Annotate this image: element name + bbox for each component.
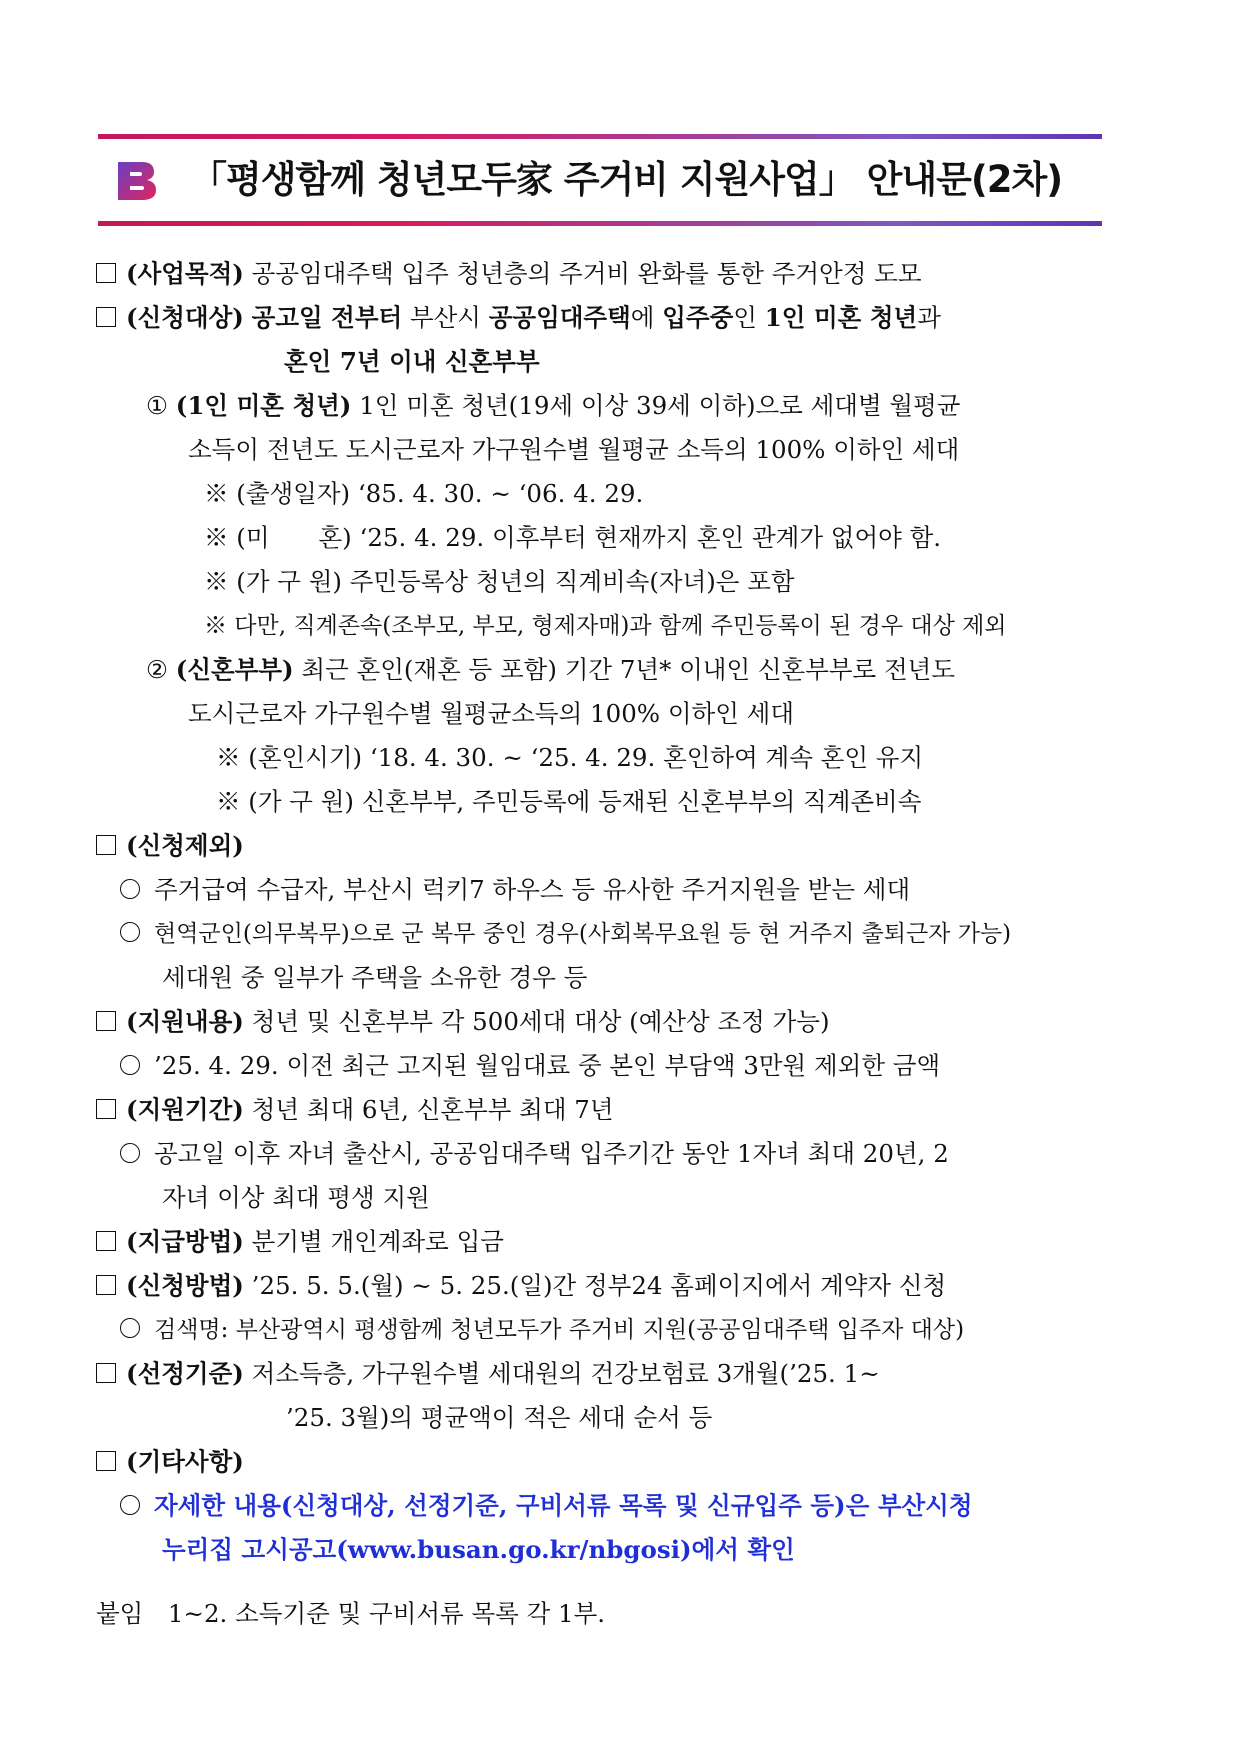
exclusion-label: (신청제외) xyxy=(126,831,244,860)
payment-label: (지급방법) xyxy=(126,1227,244,1256)
note-line: ※ (가 구 원) 주민등록상 청년의 직계비속(자녀)은 포함 xyxy=(204,567,795,596)
apply-label: (신청방법) xyxy=(126,1271,244,1300)
checkbox-square-icon xyxy=(96,1231,116,1251)
circle-bullet-icon xyxy=(120,1318,140,1338)
etc-item1-text: 자세한 내용(신청대상, 선정기준, 구비서류 목록 및 신규입주 등)은 부산시청 xyxy=(154,1491,973,1520)
note-line: ※ (출생일자) ‘85. 4. 30. ~ ‘06. 4. 29. xyxy=(204,479,644,508)
apply-item1-text: 검색명: 부산광역시 평생함께 청년모두가 주거비 지원(공공임대주택 입주자 대상) xyxy=(154,1317,965,1343)
period-item1-text: 공고일 이후 자녀 출산시, 공공임대주택 입주기간 동안 1자녀 최대 20년, 2 xyxy=(154,1139,949,1168)
target-part: 과 xyxy=(917,303,941,332)
purpose-label: (사업목적) xyxy=(126,259,244,288)
circle-bullet-icon xyxy=(120,1055,140,1075)
note-line: ※ (미 혼) ‘25. 4. 29. 이후부터 현재까지 혼인 관계가 없어야 함. xyxy=(204,523,942,552)
note-line: ※ (가 구 원) 신혼부부, 주민등록에 등재된 신혼부부의 직계존비속 xyxy=(216,787,922,816)
exclusion-item1-text: 주거급여 수급자, 부산시 럭키7 하우스 등 유사한 주거지원을 받는 세대 xyxy=(154,875,911,904)
criteria-line xyxy=(96,1352,1106,1396)
page-title: 「평생함께 청년모두家 주거비 지원사업」 안내문(2차) xyxy=(190,158,1063,201)
target-part: 부산시 xyxy=(402,303,489,332)
target-part: 공고일 전부터 xyxy=(251,303,403,332)
criteria-text-cont: ’25. 3월)의 평균액이 적은 세대 순서 등 xyxy=(286,1403,713,1432)
etc-item1 xyxy=(96,1484,1106,1528)
period-text: 청년 최대 6년, 신혼부부 최대 7년 xyxy=(251,1095,614,1124)
checkbox-square-icon xyxy=(96,263,116,283)
attachment-line: 붙임 1~2. 소득기준 및 구비서류 목록 각 1부. xyxy=(96,1599,606,1628)
checkbox-square-icon xyxy=(96,1451,116,1471)
notice-body xyxy=(96,252,1106,1636)
checkbox-square-icon xyxy=(96,835,116,855)
support-line xyxy=(96,1000,1106,1044)
target-line xyxy=(96,296,1106,340)
etc-line xyxy=(96,1440,1106,1484)
title-bottom-rule xyxy=(98,221,1102,226)
period-item1-cont: 자녀 이상 최대 평생 지원 xyxy=(162,1183,430,1212)
period-label: (지원기간) xyxy=(126,1095,244,1124)
support-item1 xyxy=(96,1044,1106,1088)
checkbox-square-icon xyxy=(96,307,116,327)
etc-item1-cont: 누리집 고시공고(www.busan.go.kr/nbgosi)에서 확인 xyxy=(162,1535,795,1564)
exclusion-item2-cont: 세대원 중 일부가 주택을 소유한 경우 등 xyxy=(162,963,588,992)
title-banner xyxy=(98,134,1102,226)
circle-bullet-icon xyxy=(120,922,140,942)
note-line: ※ (혼인시기) ‘18. 4. 30. ~ ‘25. 4. 29. 혼인하여 계속 혼인 유지 xyxy=(216,743,924,772)
apply-line xyxy=(96,1264,1106,1308)
period-item1 xyxy=(96,1132,1106,1176)
target-part: 입주중 xyxy=(662,303,734,332)
payment-text: 분기별 개인계좌로 입금 xyxy=(251,1227,504,1256)
purpose-line xyxy=(96,252,1106,296)
target-part: 에 xyxy=(630,303,663,332)
exclusion-item2 xyxy=(96,912,1106,956)
etc-label: (기타사항) xyxy=(126,1447,244,1476)
purpose-text: 공공임대주택 입주 청년층의 주거비 완화를 통한 주거안정 도모 xyxy=(251,259,922,288)
circle-bullet-icon xyxy=(120,1143,140,1163)
support-label: (지원내용) xyxy=(126,1007,244,1036)
target-item1-text: 1인 미혼 청년(19세 이상 39세 이하)으로 세대별 월평균 xyxy=(359,391,961,420)
criteria-label: (선정기준) xyxy=(126,1359,244,1388)
apply-item1 xyxy=(96,1308,1106,1352)
item-marker: ① xyxy=(146,391,168,420)
target-part: 인 xyxy=(733,303,765,332)
payment-line xyxy=(96,1220,1106,1264)
busan-logo-icon xyxy=(114,156,160,202)
circle-bullet-icon xyxy=(120,879,140,899)
exclusion-line xyxy=(96,824,1106,868)
target-item2-label: (신혼부부) xyxy=(175,655,294,684)
target-item1 xyxy=(96,384,1106,428)
note-line: ※ 다만, 직계존속(조부모, 부모, 형제자매)과 함께 주민등록이 된 경우 대상 제외 xyxy=(204,613,1007,639)
target-part: 공공임대주택 xyxy=(488,303,631,332)
target-part: 1인 미혼 청년 xyxy=(764,303,918,332)
criteria-text: 저소득층, 가구원수별 세대원의 건강보험료 3개월(’25. 1~ xyxy=(251,1359,880,1388)
target-item1-cont: 소득이 전년도 도시근로자 가구원수별 월평균 소득의 100% 이하인 세대 xyxy=(188,435,960,464)
checkbox-square-icon xyxy=(96,1099,116,1119)
target-item1-label: (1인 미혼 청년) xyxy=(175,391,352,420)
checkbox-square-icon xyxy=(96,1011,116,1031)
item-marker: ② xyxy=(146,655,168,684)
checkbox-square-icon xyxy=(96,1275,116,1295)
support-item1-text: ’25. 4. 29. 이전 최근 고지된 월임대료 중 본인 부담액 3만원 제외한 금액 xyxy=(154,1051,941,1080)
target-item2 xyxy=(96,648,1106,692)
target-label: (신청대상) xyxy=(126,303,244,332)
title-top-rule xyxy=(98,134,1102,139)
apply-text: ’25. 5. 5.(월) ~ 5. 25.(일)간 정부24 홈페이지에서 계약자 신청 xyxy=(251,1271,947,1300)
circle-bullet-icon xyxy=(120,1495,140,1515)
target-item2-cont: 도시근로자 가구원수별 월평균소득의 100% 이하인 세대 xyxy=(188,699,794,728)
period-line xyxy=(96,1088,1106,1132)
support-text: 청년 및 신혼부부 각 500세대 대상 (예산상 조정 가능) xyxy=(251,1007,830,1036)
target-item2-text: 최근 혼인(재혼 등 포함) 기간 7년* 이내인 신혼부부로 전년도 xyxy=(301,655,956,684)
exclusion-item2-text: 현역군인(의무복무)으로 군 복무 중인 경우(사회복무요원 등 현 거주지 출퇴근자 가능) xyxy=(154,921,1012,947)
exclusion-item1 xyxy=(96,868,1106,912)
checkbox-square-icon xyxy=(96,1363,116,1383)
target-line2: 혼인 7년 이내 신혼부부 xyxy=(284,347,540,376)
